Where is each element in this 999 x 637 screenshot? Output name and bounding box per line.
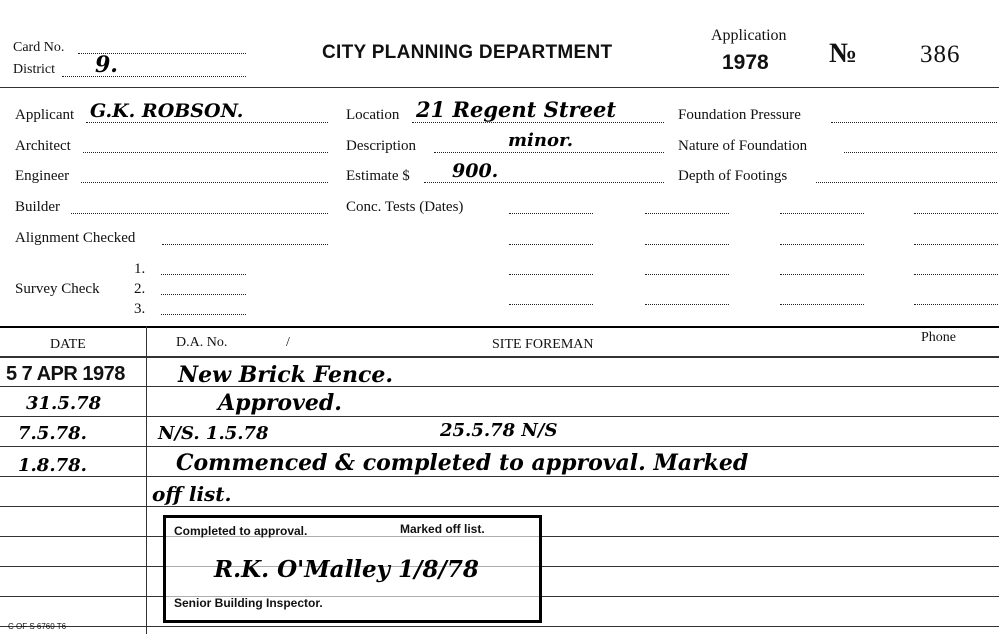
conc-test-blank	[645, 274, 729, 275]
conc-test-blank	[509, 274, 593, 275]
table-row-date: 1.8.78.	[18, 455, 87, 476]
conc-test-blank	[780, 274, 864, 275]
application-number: 386	[920, 41, 961, 68]
conc-test-blank	[780, 304, 864, 305]
conc-test-blank	[780, 244, 864, 245]
stamp-marked-text: Marked off list.	[400, 522, 485, 536]
approval-stamp	[163, 515, 542, 623]
conc-test-blank	[914, 213, 998, 214]
alignment-line	[162, 244, 328, 245]
estimate-value: 900.	[452, 160, 499, 182]
conc-test-blank	[509, 304, 593, 305]
table-top-rule	[0, 326, 999, 328]
survey-3-label: 3.	[134, 301, 146, 317]
table-row-date: 7.5.78.	[18, 423, 87, 444]
applicant-value: G.K. ROBSON.	[90, 100, 244, 122]
nature-foundation-label: Nature of Foundation	[678, 138, 808, 154]
conc-test-blank	[645, 244, 729, 245]
conc-test-blank	[780, 213, 864, 214]
card-no-label: Card No.	[13, 40, 65, 55]
department-title: CITY PLANNING DEPARTMENT	[322, 42, 613, 63]
application-label: Application	[711, 27, 787, 44]
location-value: 21 Regent Street	[416, 97, 617, 122]
alignment-label: Alignment Checked	[15, 230, 136, 246]
survey-3-line	[161, 314, 246, 315]
survey-1-label: 1.	[134, 261, 146, 277]
estimate-label: Estimate $	[346, 168, 410, 184]
district-label: District	[13, 62, 55, 77]
district-line	[62, 76, 246, 77]
conc-test-blank	[509, 244, 593, 245]
site-foreman-header: SITE FOREMAN	[492, 337, 594, 352]
table-row-rule	[0, 416, 999, 417]
conc-test-blank	[914, 274, 998, 275]
applicant-label: Applicant	[15, 107, 75, 123]
survey-2-line	[161, 294, 246, 295]
table-row-rule	[0, 386, 999, 387]
survey-2-label: 2.	[134, 281, 146, 297]
table-row-text-secondary: 25.5.78 N/S	[440, 420, 558, 441]
table-header-rule	[0, 356, 999, 358]
nature-foundation-line	[844, 152, 997, 153]
date-header: DATE	[50, 337, 86, 352]
conc-tests-label: Conc. Tests (Dates)	[346, 199, 464, 215]
phone-header: Phone	[921, 330, 956, 345]
table-row-text: New Brick Fence.	[178, 362, 394, 388]
engineer-label: Engineer	[15, 168, 70, 184]
conc-test-blank	[914, 244, 998, 245]
description-line	[434, 152, 664, 153]
da-no-header: D.A. No.	[176, 335, 228, 350]
conc-test-blank	[914, 304, 998, 305]
location-label: Location	[346, 107, 400, 123]
table-row-date: 31.5.78	[26, 393, 102, 414]
description-label: Description	[346, 138, 416, 154]
foundation-pressure-line	[831, 122, 997, 123]
conc-test-blank	[509, 213, 593, 214]
conc-test-blank	[645, 213, 729, 214]
stamp-signature: R.K. O'Malley 1/8/78	[214, 556, 479, 583]
location-line	[412, 122, 664, 123]
builder-line	[71, 213, 328, 214]
date-column-divider	[146, 326, 147, 634]
header-divider	[0, 87, 999, 88]
district-value: 9.	[95, 52, 118, 78]
stamp-completed-text: Completed to approval.	[174, 524, 308, 538]
depth-footings-label: Depth of Footings	[678, 168, 788, 184]
table-row-text: Commenced & completed to approval. Marked	[176, 450, 749, 476]
table-row-rule	[0, 506, 999, 507]
builder-label: Builder	[15, 199, 60, 215]
da-slash: /	[286, 335, 290, 350]
table-row-rule	[0, 626, 999, 627]
foundation-pressure-label: Foundation Pressure	[678, 107, 801, 123]
applicant-line	[86, 122, 328, 123]
estimate-line	[424, 182, 664, 183]
table-row-text: N/S. 1.5.78	[158, 423, 269, 444]
table-row-text: off list.	[152, 482, 232, 506]
depth-footings-line	[816, 182, 997, 183]
table-row-date: 5 7 APR 1978	[6, 363, 125, 385]
engineer-line	[81, 182, 328, 183]
application-year: 1978	[722, 51, 769, 74]
conc-test-blank	[645, 304, 729, 305]
survey-1-line	[161, 274, 246, 275]
number-symbol: №	[829, 38, 858, 69]
table-row-rule	[0, 446, 999, 447]
survey-label: Survey Check	[15, 281, 100, 297]
architect-line	[83, 152, 328, 153]
architect-label: Architect	[15, 138, 71, 154]
table-row-text: Approved.	[218, 390, 342, 416]
stamp-inspector-text: Senior Building Inspector.	[174, 596, 323, 610]
description-value: minor.	[508, 130, 574, 151]
form-code: C OF S 6760 T6	[8, 622, 67, 631]
table-row-rule	[0, 476, 999, 477]
